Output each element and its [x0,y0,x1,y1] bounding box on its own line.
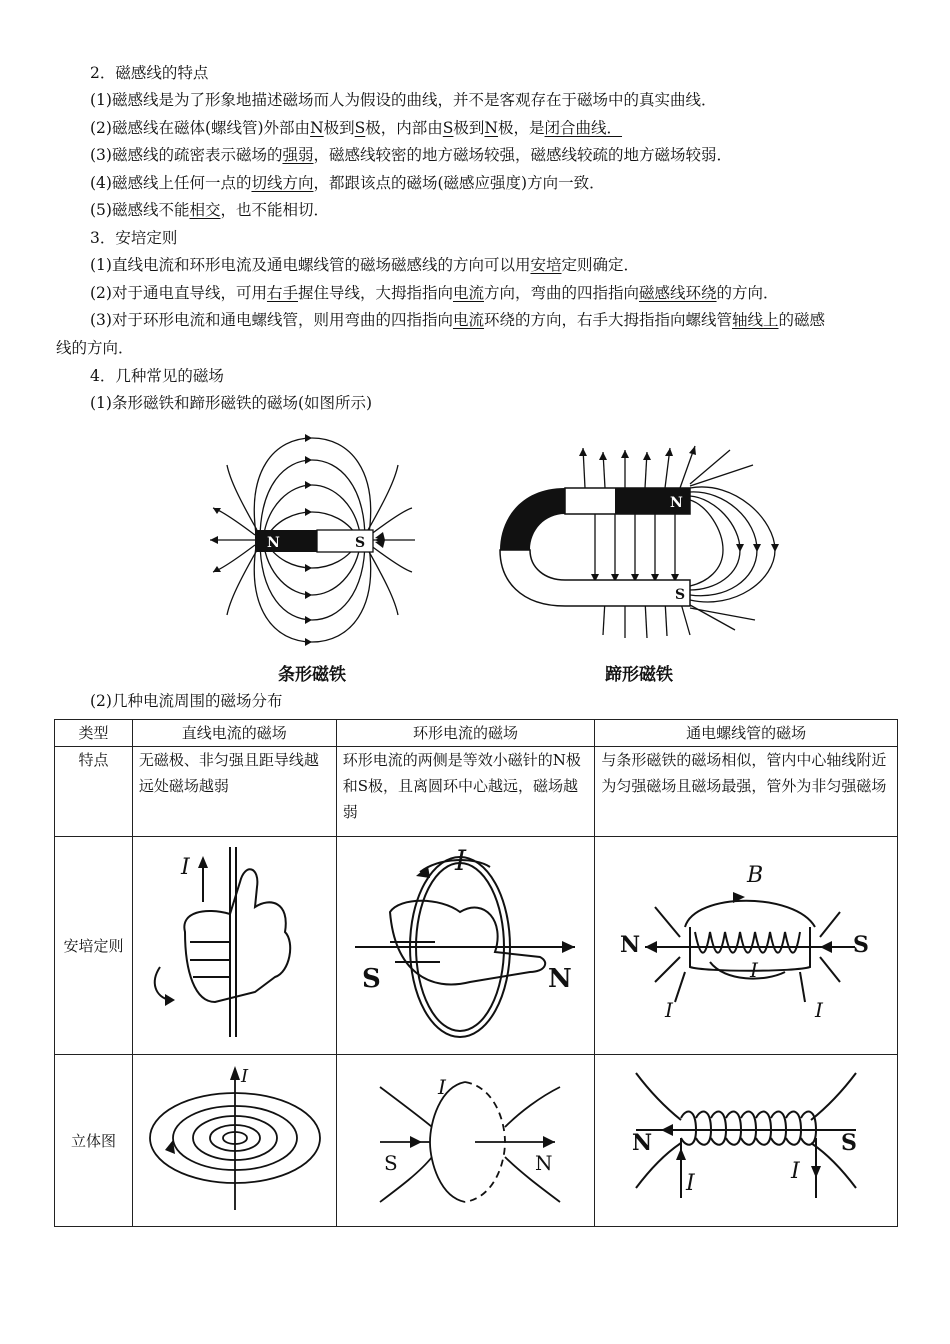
feature-solenoid-cell: 与条形磁铁的磁场相似，管内中心轴线附近为匀强磁场且磁场最强，管外为非匀强磁场 [595,747,898,837]
underlined-term: N [310,118,324,137]
underlined-term: 相交 [189,201,221,219]
underlined-term: 电流 [452,311,484,329]
text-run: 极到 [453,118,485,137]
text-run: 握住导线，大拇指指向 [297,283,453,302]
solenoid3d-s-label: S [841,1130,857,1156]
bar-magnet-figure [205,430,420,655]
section-3-title: 3．安培定则 [90,229,178,247]
paragraph-line [90,309,825,331]
paragraph-line [90,89,716,111]
underlined-term: 轴线上 [732,311,779,329]
underlined-term: 电流 [453,283,485,302]
table-row-features [55,747,898,837]
text-run: (3)对于环形电流和通电螺线管，则用弯曲的四指指向 [90,311,453,329]
bar-magnet-caption: 条形磁铁 [278,665,346,685]
ring-current-3d-figure [370,1062,570,1222]
ring3d-n-label: N [535,1151,553,1175]
current-label: I [181,855,190,880]
feature-straight-cell: 无磁极、非匀强且距导线越远处磁场越弱 [132,747,336,837]
current-label: I [438,1075,446,1099]
underlined-term: 磁感线环绕 [639,283,717,302]
table-header-row [55,720,898,747]
current-label: I [241,1066,249,1087]
straight-wire-3d-figure [145,1060,325,1220]
field-b-label: B [747,863,764,888]
row-label-3d: 立体图 [55,1055,133,1227]
text-run: 的磁感 [778,311,826,329]
text-run: (2)对于通电直导线，可用 [90,283,267,302]
current-label: I [686,1171,695,1196]
ring-s-label: S [362,964,381,994]
text-run: (1)磁感线是为了形象地描述磁场而人为假设的曲线，并不是客观存在于磁场中的真实曲线． [90,91,717,109]
text-run: ，都跟该点的磁场(磁感应强度)方向一致． [313,173,605,192]
text-run: (3)磁感线的疏密表示磁场的 [90,146,283,164]
text-run: 方向，弯曲的四指指向 [484,283,640,302]
ring3d-s-label: S [384,1151,398,1175]
paragraph-line [90,199,329,221]
section-4-sub2: (2)几种电流周围的磁场分布 [90,692,283,710]
text-run: (2)磁感线在磁体(螺线管)外部由 [90,118,311,137]
paragraph-line [90,144,732,166]
table-header: 通电螺线管的磁场 [595,720,898,747]
ring-current-hand-figure [350,842,585,1042]
paragraph-line [90,282,779,304]
ring-n-label: N [548,964,572,994]
bar-s-label: S [355,535,366,551]
section-4-sub1: (1)条形磁铁和蹄形磁铁的磁场(如图所示) [90,394,373,412]
paragraph-line [56,337,134,359]
row-label-ampere: 安培定则 [55,837,133,1055]
solenoid-s-label: S [853,932,869,958]
current-label: I [750,958,758,982]
text-run: 极，是 [497,118,545,137]
straight-wire-hand-figure [145,842,315,1042]
table-header: 直线电流的磁场 [132,720,336,747]
text-run: 极到 [323,118,355,137]
table-header: 类型 [55,720,133,747]
underlined-term: S [354,118,366,137]
section-4-title: 4．几种常见的磁场 [90,367,224,385]
section-2-title: 2．磁感线的特点 [90,64,209,82]
current-label: I [815,998,823,1022]
text-run: ，磁感线较密的地方磁场较强，磁感线较疏的地方磁场较弱． [313,146,732,164]
text-run: 定则确定． [561,256,639,274]
text-run: (5)磁感线不能 [90,201,190,219]
current-label: I [665,998,673,1022]
text-run: 线的方向． [56,338,134,357]
text-run: 的方向． [716,283,779,302]
solenoid-n-label: N [620,932,641,958]
underlined-term: 闭合曲线． [544,118,623,137]
paragraph-line [90,117,622,139]
solenoid-3d-figure [626,1058,866,1208]
horseshoe-n-label: N [670,495,683,511]
underlined-term: S [442,118,454,137]
horseshoe-caption: 蹄形磁铁 [605,665,673,685]
text-run: (4)磁感线上任何一点的 [90,173,252,192]
text-run: (1)直线电流和环形电流及通电螺线管的磁场磁感线的方向可以用 [90,256,531,274]
underlined-term: 切线方向 [251,173,314,192]
text-run: 环绕的方向，右手大拇指指向螺线管 [483,311,732,329]
horseshoe-s-label: S [675,587,686,603]
solenoid-hand-figure [615,852,880,1027]
row-label-features: 特点 [55,747,133,837]
bar-n-label: N [267,535,280,551]
table-header: 环形电流的磁场 [336,720,595,747]
underlined-term: N [484,118,498,137]
text-run: ，也不能相切． [220,201,329,219]
underlined-term: 安培 [530,256,562,274]
underlined-term: 右手 [266,283,298,302]
text-run: 极，内部由 [365,118,443,137]
paragraph-line [90,172,605,194]
underlined-term: 强弱 [282,146,314,164]
horseshoe-magnet-figure [495,440,785,645]
paragraph-line [90,254,639,276]
feature-ring-cell: 环形电流的两侧是等效小磁针的N极和S极，且离圆环中心越远，磁场越弱 [336,747,595,837]
solenoid3d-n-label: N [632,1130,653,1156]
current-label: I [455,844,467,877]
current-label: I [791,1159,800,1184]
